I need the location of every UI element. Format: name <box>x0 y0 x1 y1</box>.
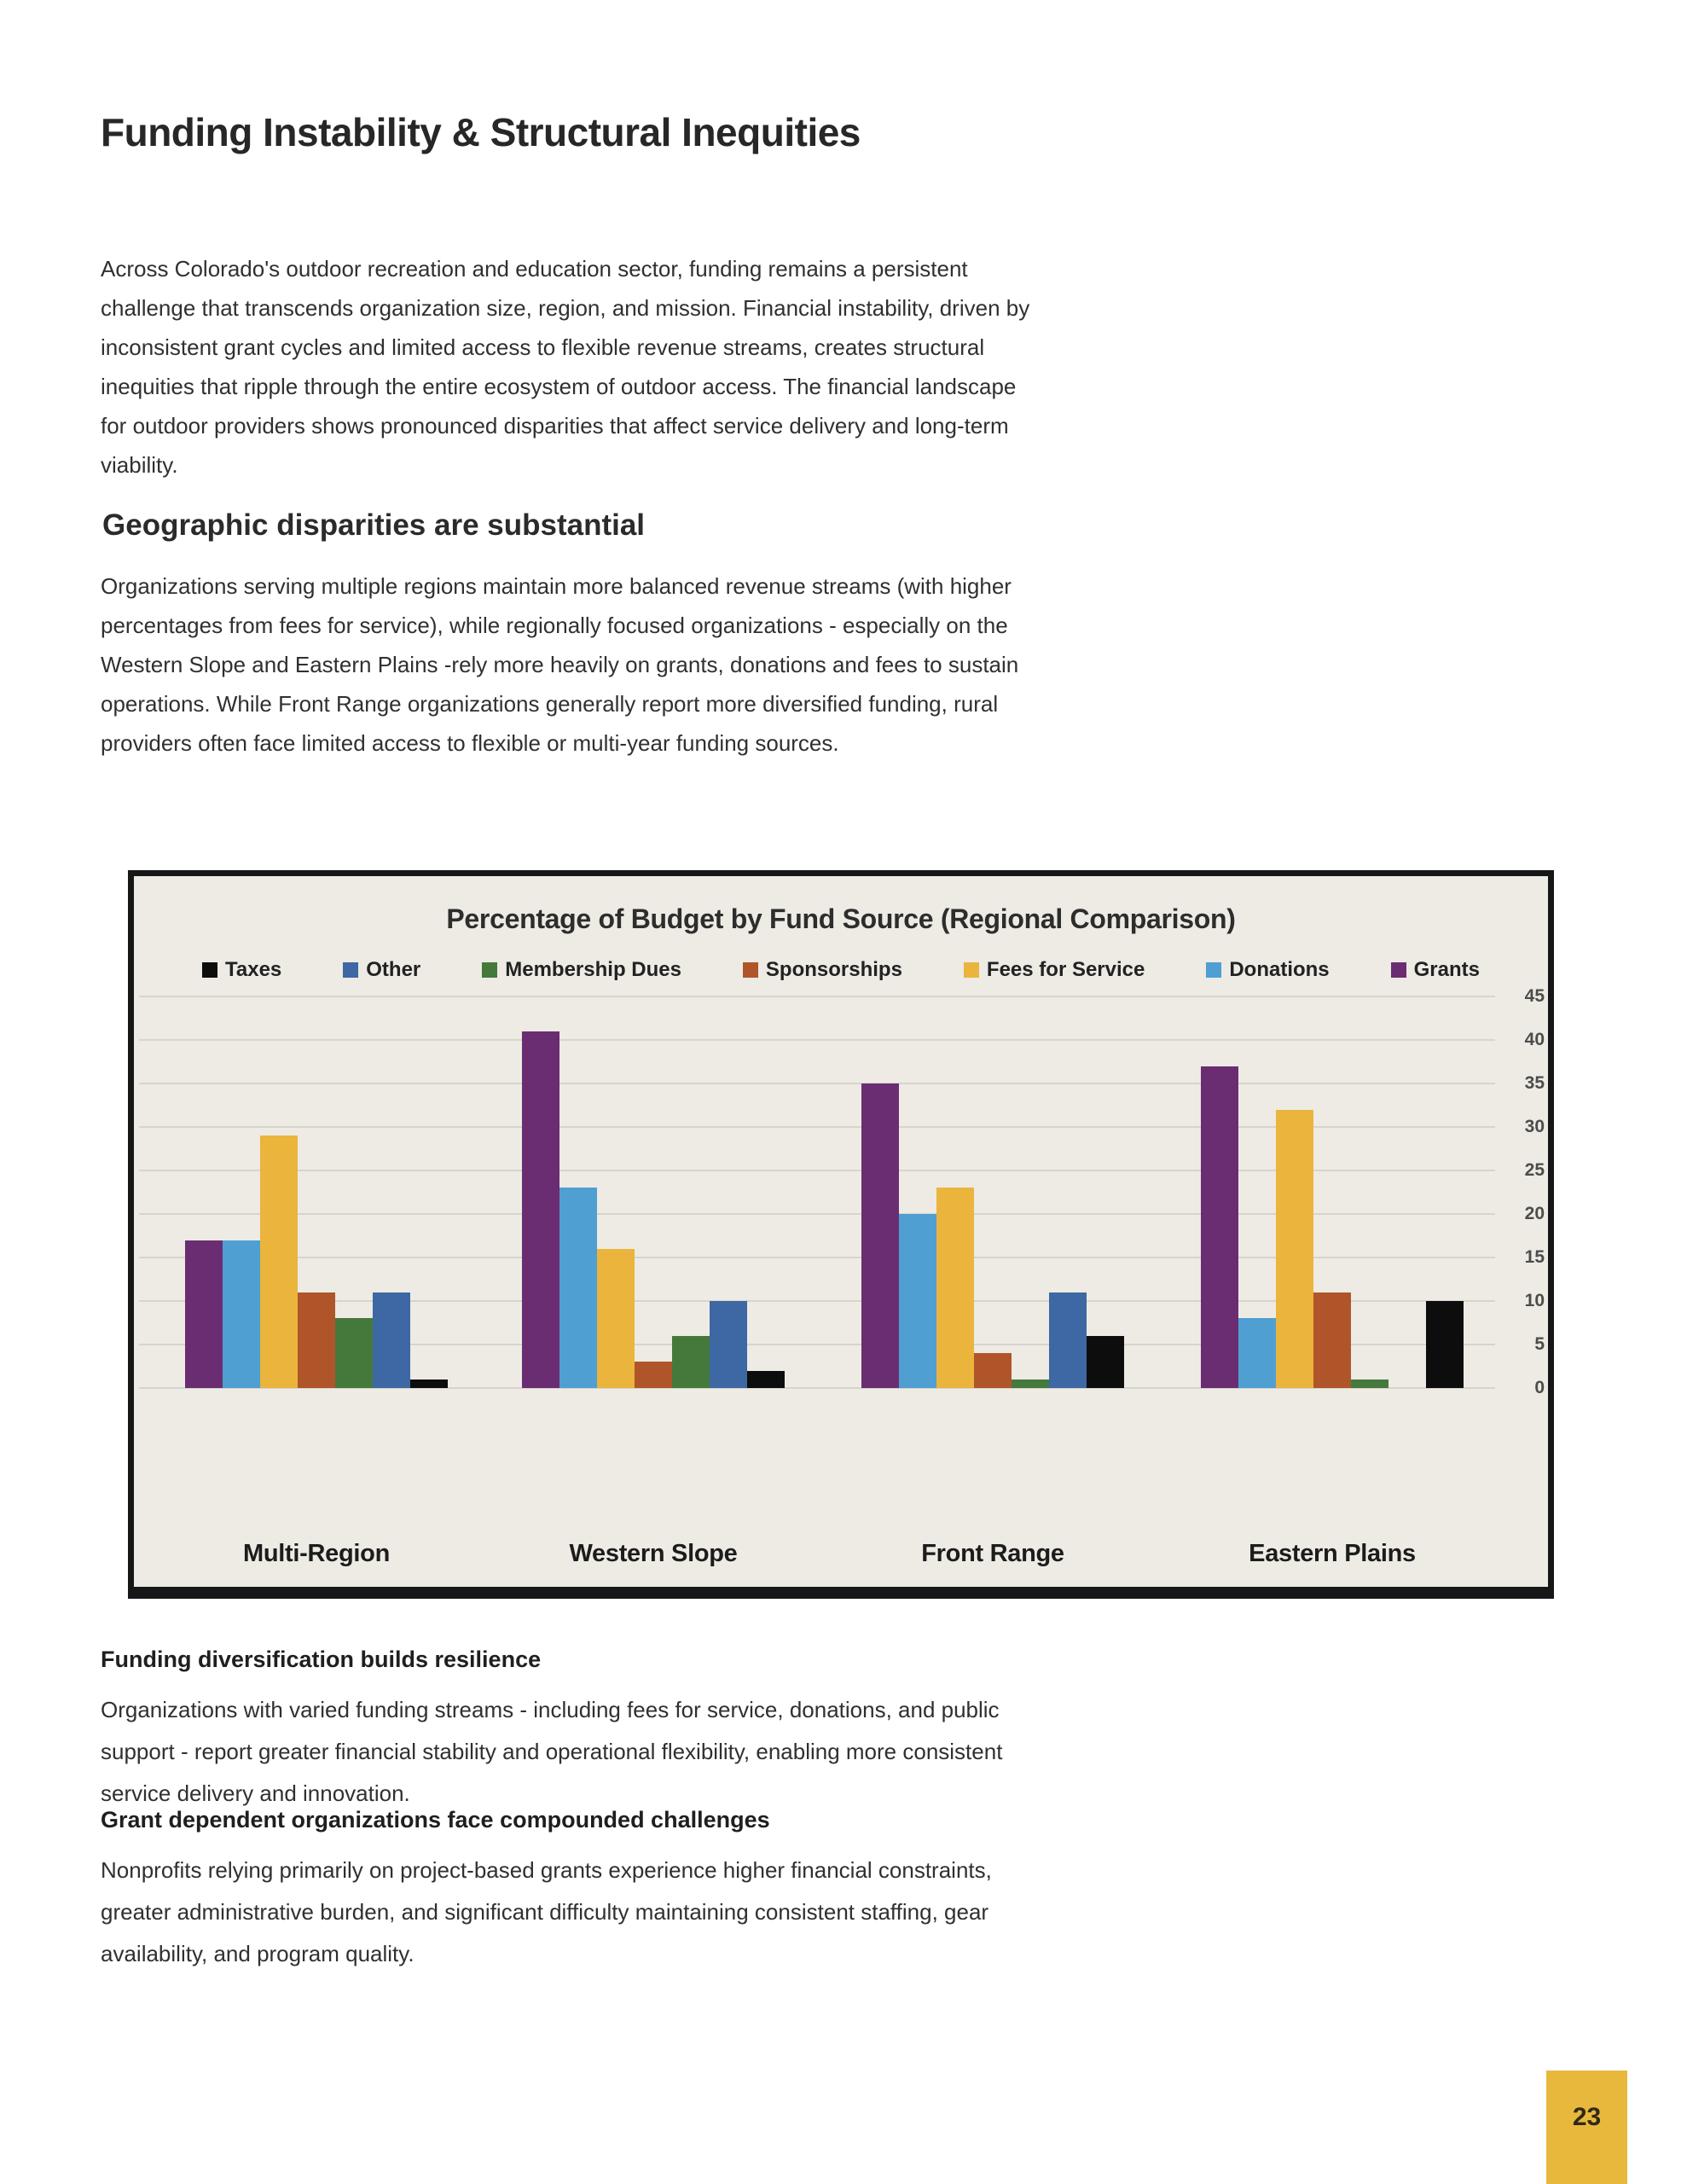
x-axis-label-front-range: Front Range <box>921 1540 1064 1567</box>
plot-area <box>139 986 1545 1397</box>
legend-swatch-icon <box>1391 962 1406 978</box>
legend-label: Sponsorships <box>765 958 902 981</box>
bar-other-western-slope <box>710 1301 747 1388</box>
y-tick-label-10: 10 <box>1524 1291 1545 1310</box>
bar-sponsorships-eastern-plains <box>1313 1292 1351 1388</box>
bar-grants-multi-region <box>185 1240 223 1388</box>
legend-item-sponsorships <box>743 958 902 982</box>
y-tick-label-45: 45 <box>1524 986 1545 1006</box>
legend-item-other <box>343 958 420 982</box>
y-tick-label-40: 40 <box>1524 1030 1545 1049</box>
gridline-45 <box>139 996 1495 997</box>
legend-swatch-icon <box>1206 962 1221 978</box>
funding-diversification-paragraph: Organizations with varied funding streams - including fees for service, donations, and public support - report greater financial stability and operational flexibility, enabling more consistent service delivery and innovation. <box>101 1697 1003 1806</box>
x-axis-label-eastern-plains: Eastern Plains <box>1249 1540 1416 1567</box>
bar-taxes-multi-region <box>410 1380 448 1388</box>
grant-dependent-paragraph: Nonprofits relying primarily on project-based grants experience higher financial constraints, greater administrative burden, and significant difficulty maintaining consistent staffing, gear availability, and program quality. <box>101 1857 992 1966</box>
legend-label: Other <box>366 958 421 981</box>
chart-title: Percentage of Budget by Fund Source (Regional Comparison) <box>446 903 1236 934</box>
bar-taxes-front-range <box>1087 1336 1124 1388</box>
page-number-badge <box>1546 2071 1627 2184</box>
legend-swatch-icon <box>743 962 758 978</box>
bar-fees-for-service-western-slope <box>597 1249 635 1388</box>
subheading-funding-diversification: Funding diversification builds resilience <box>101 1647 542 1672</box>
legend-item-fees-for-service <box>964 958 1145 982</box>
legend-label: Fees for Service <box>986 958 1145 981</box>
bar-taxes-eastern-plains <box>1426 1301 1464 1388</box>
y-tick-label-20: 20 <box>1524 1204 1545 1223</box>
legend-label: Membership Dues <box>505 958 681 981</box>
page-title: Funding Instability & Structural Inequities <box>101 110 861 154</box>
bar-group-western-slope <box>522 1031 785 1388</box>
bar-fees-for-service-eastern-plains <box>1276 1110 1313 1388</box>
y-tick-label-0: 0 <box>1534 1378 1545 1397</box>
bar-group-front-range <box>861 1083 1124 1388</box>
y-tick-label-30: 30 <box>1524 1117 1545 1136</box>
legend-swatch-icon <box>343 962 358 978</box>
y-tick-label-35: 35 <box>1524 1073 1545 1093</box>
y-tick-label-25: 25 <box>1524 1160 1545 1180</box>
gridline-40 <box>139 1039 1495 1041</box>
legend-label: Grants <box>1413 958 1480 981</box>
x-axis-label-western-slope: Western Slope <box>569 1540 738 1567</box>
bar-fees-for-service-front-range <box>936 1188 974 1388</box>
budget-by-fund-source-chart <box>128 870 1554 1593</box>
legend-swatch-icon <box>482 962 497 978</box>
chart-inner <box>134 876 1548 1587</box>
bar-membership-dues-western-slope <box>672 1336 710 1388</box>
bar-donations-front-range <box>899 1214 936 1388</box>
legend-swatch-icon <box>202 962 217 978</box>
bar-taxes-western-slope <box>747 1371 785 1388</box>
section-heading-geographic-disparities: Geographic disparities are substantial <box>102 508 646 542</box>
y-tick-label-15: 15 <box>1524 1247 1545 1267</box>
bar-grants-front-range <box>861 1083 899 1388</box>
bar-other-multi-region <box>373 1292 410 1388</box>
legend-item-donations <box>1206 958 1329 982</box>
bar-grants-western-slope <box>522 1031 559 1388</box>
bar-donations-eastern-plains <box>1238 1318 1276 1388</box>
legend-label: Donations <box>1229 958 1330 981</box>
bar-grants-eastern-plains <box>1201 1066 1238 1388</box>
intro-paragraph: Across Colorado's outdoor recreation and education sector, funding remains a persistent challenge that transcends organization size, region, and mission. Financial instability, driven by inconsistent grant cycles and limited access to flexible revenue streams, creates structural inequities that ripple through the entire ecosystem of outdoor access. The financial landscape for outdoor providers shows pronounced disparities that affect service delivery and long-term viability. <box>101 256 1030 478</box>
bar-other-front-range <box>1049 1292 1087 1388</box>
legend-swatch-icon <box>964 962 979 978</box>
geographic-disparities-paragraph: Organizations serving multiple regions maintain more balanced revenue streams (with higher percentages from fees for service), while regionally focused organizations - especially on the Western Slope and Eastern Plains -rely more heavily on grants, donations and fees to sustain operations. While Front Range organizations generally report more diversified funding, rural providers often face limited access to flexible or multi-year funding sources. <box>101 573 1019 756</box>
bar-sponsorships-multi-region <box>298 1292 335 1388</box>
bar-sponsorships-western-slope <box>635 1362 672 1388</box>
x-axis-labels <box>139 1540 1495 1574</box>
subheading-grant-dependent: Grant dependent organizations face compounded challenges <box>101 1807 770 1833</box>
x-axis-label-multi-region: Multi-Region <box>243 1540 390 1567</box>
bar-donations-multi-region <box>223 1240 260 1388</box>
bar-membership-dues-multi-region <box>335 1318 373 1388</box>
bar-group-eastern-plains <box>1201 1066 1464 1388</box>
page-number: 23 <box>1572 2103 1602 2131</box>
legend-item-membership-dues <box>482 958 681 982</box>
bar-sponsorships-front-range <box>974 1353 1012 1388</box>
bar-group-multi-region <box>185 1136 448 1388</box>
legend-item-grants <box>1391 958 1480 982</box>
bar-membership-dues-eastern-plains <box>1351 1380 1388 1388</box>
chart-legend <box>202 958 1480 982</box>
legend-item-taxes <box>202 958 281 982</box>
bar-membership-dues-front-range <box>1012 1380 1049 1388</box>
bar-donations-western-slope <box>559 1188 597 1388</box>
bar-fees-for-service-multi-region <box>260 1136 298 1388</box>
y-tick-label-5: 5 <box>1534 1334 1545 1354</box>
legend-label: Taxes <box>225 958 282 981</box>
